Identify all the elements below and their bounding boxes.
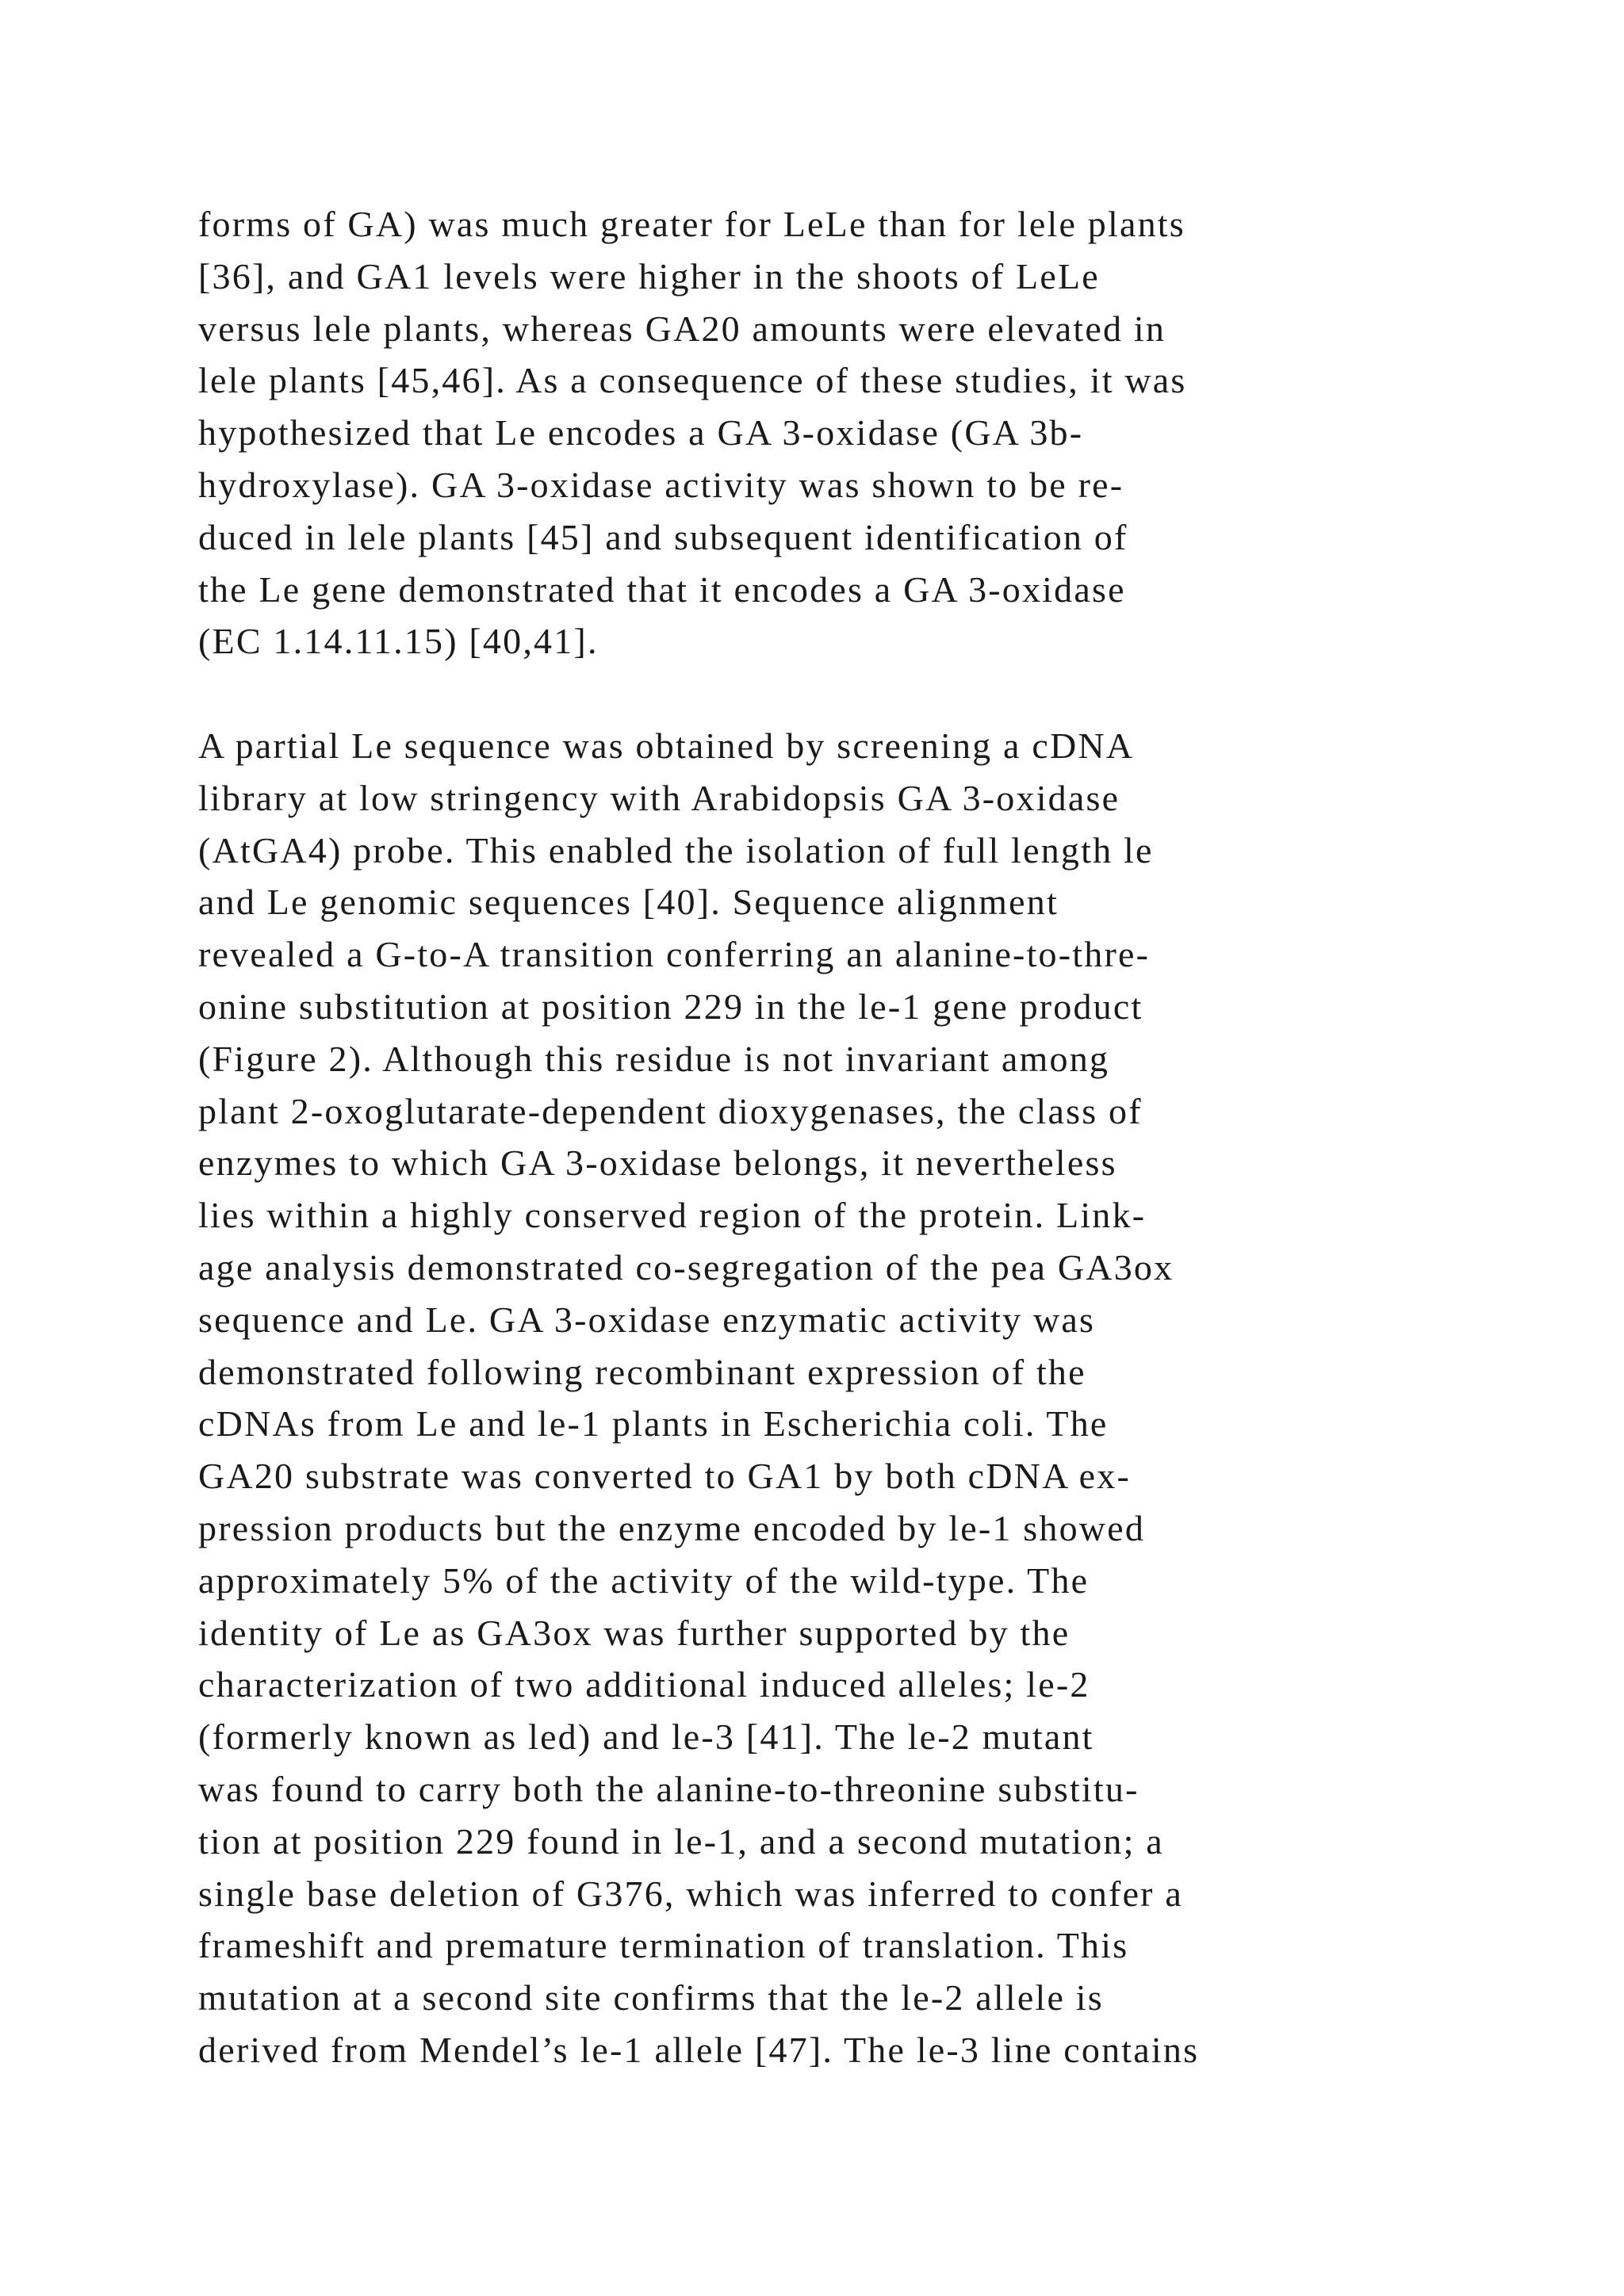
text-line: lies within a highly conserved region of the protein. Link-	[198, 1195, 1147, 1236]
text-line: the Le gene demonstrated that it encodes a GA 3-oxidase	[198, 568, 1126, 610]
text-line: revealed a G-to-A transition conferring an alanine-to-thre-	[198, 934, 1151, 975]
text-line: cDNAs from Le and le-1 plants in Escherichia coli. The	[198, 1403, 1109, 1445]
document-page	[198, 0, 1610, 2296]
text-line: and Le genomic sequences [40]. Sequence alignment	[198, 882, 1059, 923]
text-line: lele plants [45,46]. As a consequence of these studies, it was	[198, 360, 1187, 401]
text-line: duced in lele plants [45] and subsequent identification of	[198, 516, 1128, 557]
text-line: onine substitution at position 229 in the le-1 gene product	[198, 985, 1143, 1027]
text-line: (EC 1.14.11.15) [40,41].	[198, 621, 599, 662]
text-line: approximately 5% of the activity of the wild-type. The	[198, 1559, 1090, 1601]
text-line: sequence and Le. GA 3-oxidase enzymatic activity was	[198, 1299, 1096, 1340]
text-line: derived from Mendel’s le-1 allele [47]. The le-3 line contains	[198, 2029, 1200, 2070]
text-line: mutation at a second site confirms that the le-2 allele is	[198, 1977, 1104, 2019]
text-line: tion at position 229 found in le-1, and a second mutation; a	[198, 1820, 1164, 1862]
text-line: [36], and GA1 levels were higher in the shoots of LeLe	[198, 255, 1100, 297]
text-line: GA20 substrate was converted to GA1 by both cDNA ex-	[198, 1456, 1132, 1497]
text-line: pression products but the enzyme encoded by le-1 showed	[198, 1507, 1146, 1548]
text-line: plant 2-oxoglutarate-dependent dioxygenases, the class of	[198, 1090, 1143, 1131]
text-line: A partial Le sequence was obtained by screening a cDNA	[198, 725, 1135, 766]
text-line: (Figure 2). Although this residue is not invariant among	[198, 1038, 1110, 1079]
text-line: demonstrated following recombinant expression of the	[198, 1351, 1086, 1392]
text-line: single base deletion of G376, which was inferred to confer a	[198, 1873, 1184, 1914]
text-line: was found to carry both the alanine-to-threonine substitu-	[198, 1768, 1139, 1809]
text-line: hypothesized that Le encodes a GA 3-oxidase (GA 3b-	[198, 412, 1084, 453]
text-line: versus lele plants, whereas GA20 amounts were elevated in	[198, 308, 1166, 349]
text-line: characterization of two additional induced alleles; le-2	[198, 1664, 1090, 1705]
paragraph-1	[198, 198, 1187, 668]
text-line: forms of GA) was much greater for LeLe than for lele plants	[198, 204, 1185, 244]
text-line: (formerly known as led) and le-3 [41]. The le-2 mutant	[198, 1716, 1094, 1758]
text-line: library at low stringency with Arabidopsis GA 3-oxidase	[198, 777, 1120, 818]
text-line: hydroxylase). GA 3-oxidase activity was shown to be re-	[198, 464, 1124, 505]
text-line: age analysis demonstrated co-segregation of the pea GA3ox	[198, 1246, 1174, 1288]
text-line: identity of Le as GA3ox was further supported by the	[198, 1612, 1071, 1653]
paragraph-2	[198, 720, 1199, 2076]
text-line: frameshift and premature termination of translation. This	[198, 1925, 1129, 1966]
text-line: enzymes to which GA 3-oxidase belongs, it nevertheless	[198, 1142, 1117, 1184]
text-line: (AtGA4) probe. This enabled the isolation of full length le	[198, 829, 1154, 871]
